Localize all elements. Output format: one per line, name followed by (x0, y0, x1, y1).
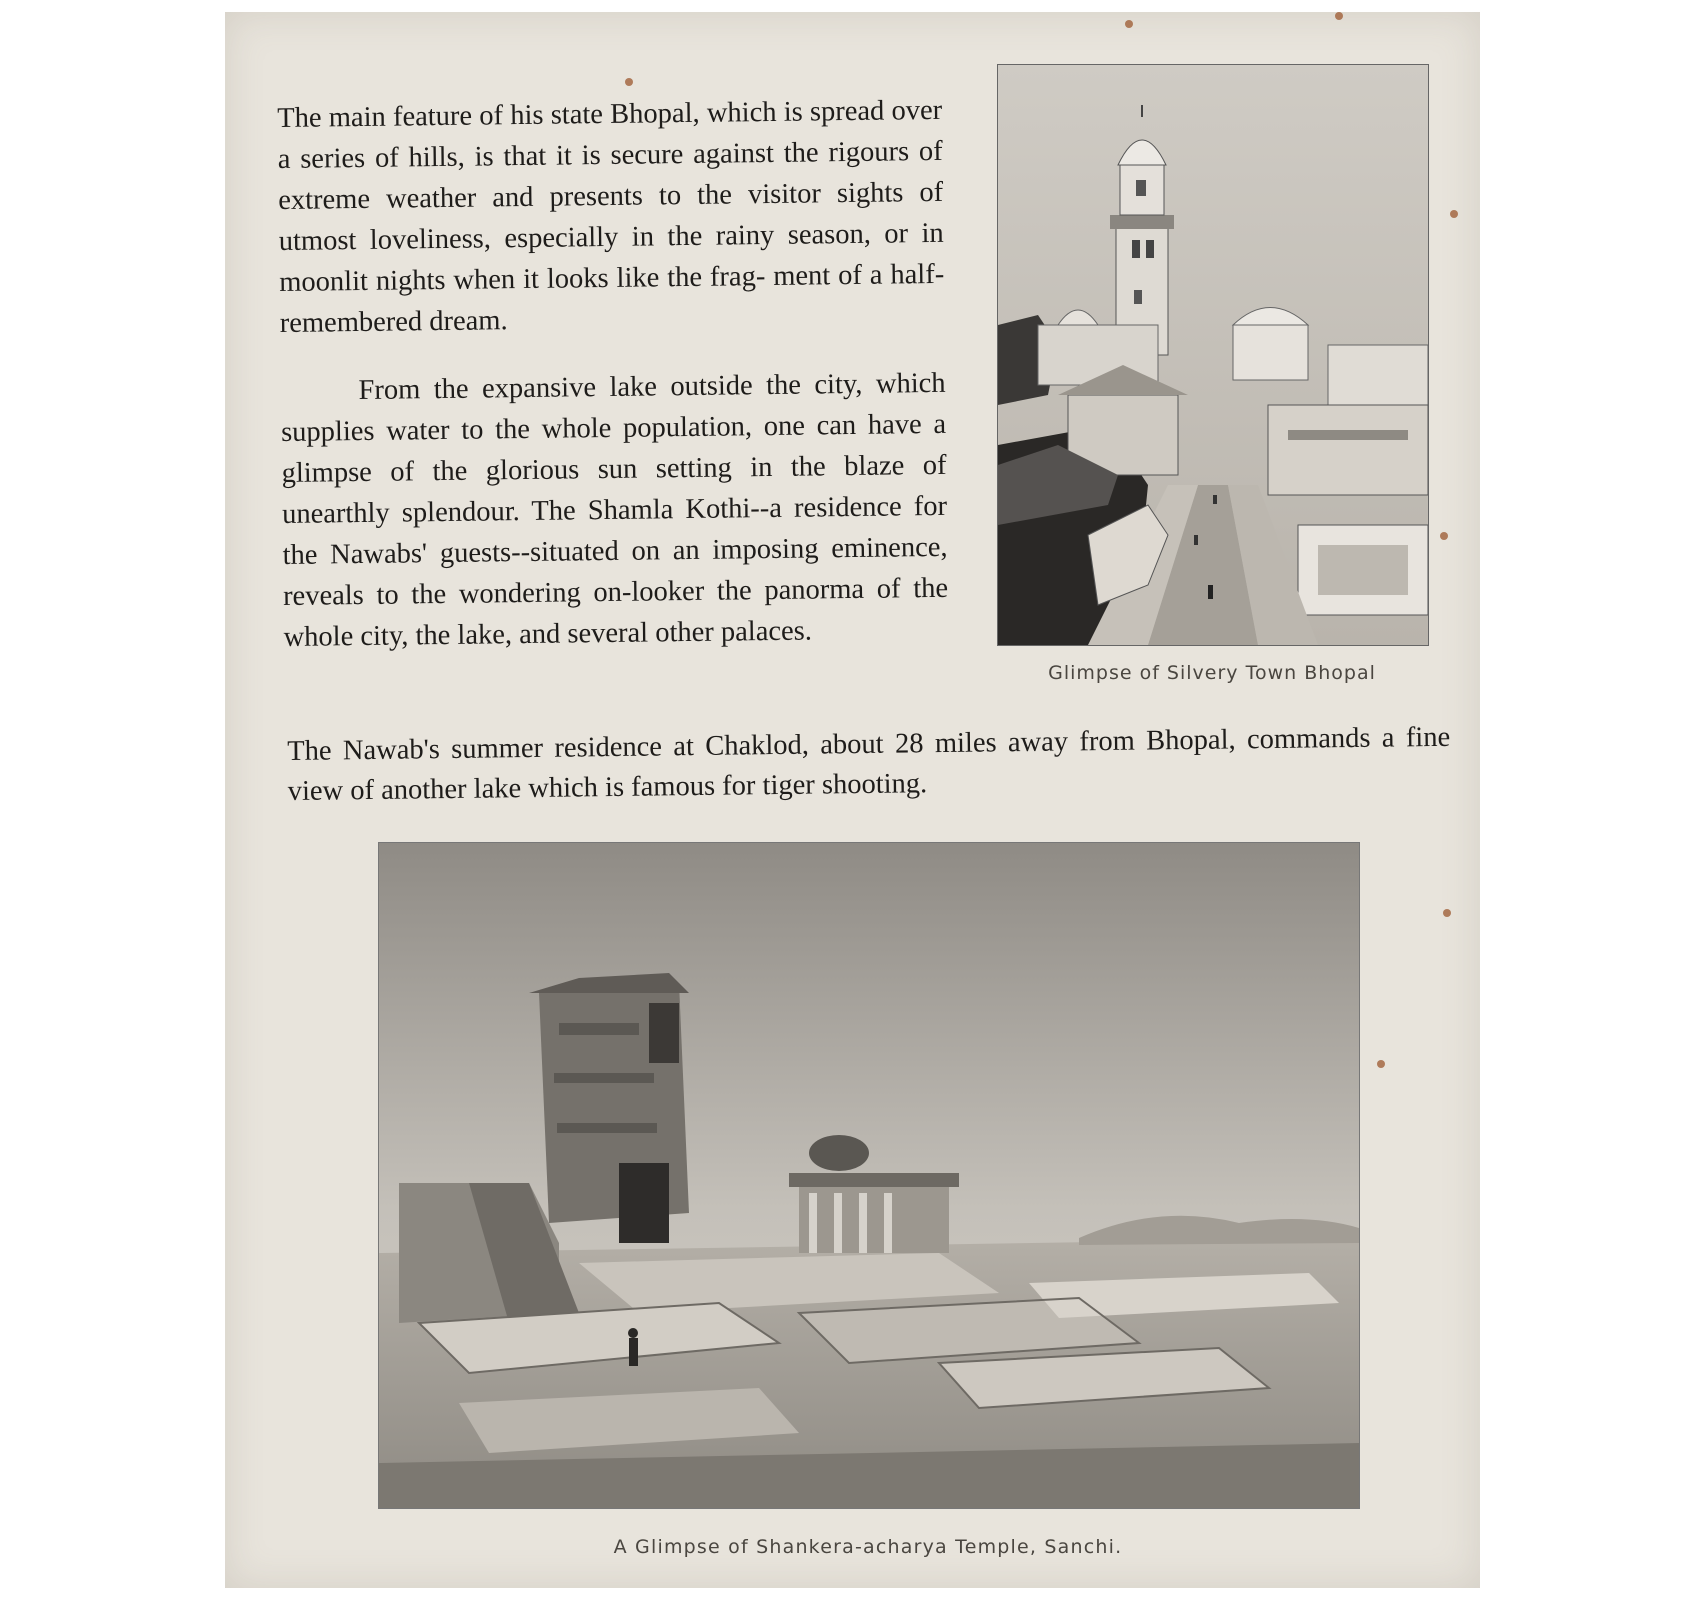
book-page (225, 12, 1480, 1588)
paragraph-1: The main feature of his state Bhopal, which is spread over a series of hills, is that it is secure against the rigours of extreme weather and presents to the visitor sights of utmost loveliness, especially in the rainy season, or in moonlit nights when it looks like the frag- ment of a half-remembered dream. (277, 94, 945, 339)
body-text-column (277, 90, 949, 658)
body-text-full-width (287, 718, 1451, 812)
paragraph-2: From the expansive lake outside the city, which supplies water to the whole population, one can have a glimpse of the glorious sun setting in the blaze of unearthly splendour. The Shamla Kothi--a residence for the Nawabs' guests--situated on an imposing eminence, reveals to the wondering on-looker the panorma of the whole city, the lake, and several other palaces. (280, 367, 949, 653)
paper-spot (1125, 20, 1133, 28)
bhopal-town-illustration (998, 65, 1428, 645)
photo-bhopal-town (997, 64, 1429, 646)
paper-spot (625, 78, 633, 86)
caption-bhopal-town: Glimpse of Silvery Town Bhopal (1048, 662, 1376, 684)
paper-spot (1450, 210, 1458, 218)
paper-spot (1377, 1060, 1385, 1068)
paragraph-2-continued: The Nawab's summer residence at Chaklod, about 28 miles away from Bhopal, commands a fine view of another lake which is famous for tiger shooting. (287, 721, 1451, 807)
paper-spot (1443, 909, 1451, 917)
sanchi-temple-illustration (379, 843, 1359, 1508)
paper-spot (1335, 12, 1343, 20)
paper-spot (1440, 532, 1448, 540)
caption-sanchi-temple: A Glimpse of Shankera-acharya Temple, Sanchi. (613, 1536, 1123, 1558)
photo-sanchi-temple (378, 842, 1360, 1509)
